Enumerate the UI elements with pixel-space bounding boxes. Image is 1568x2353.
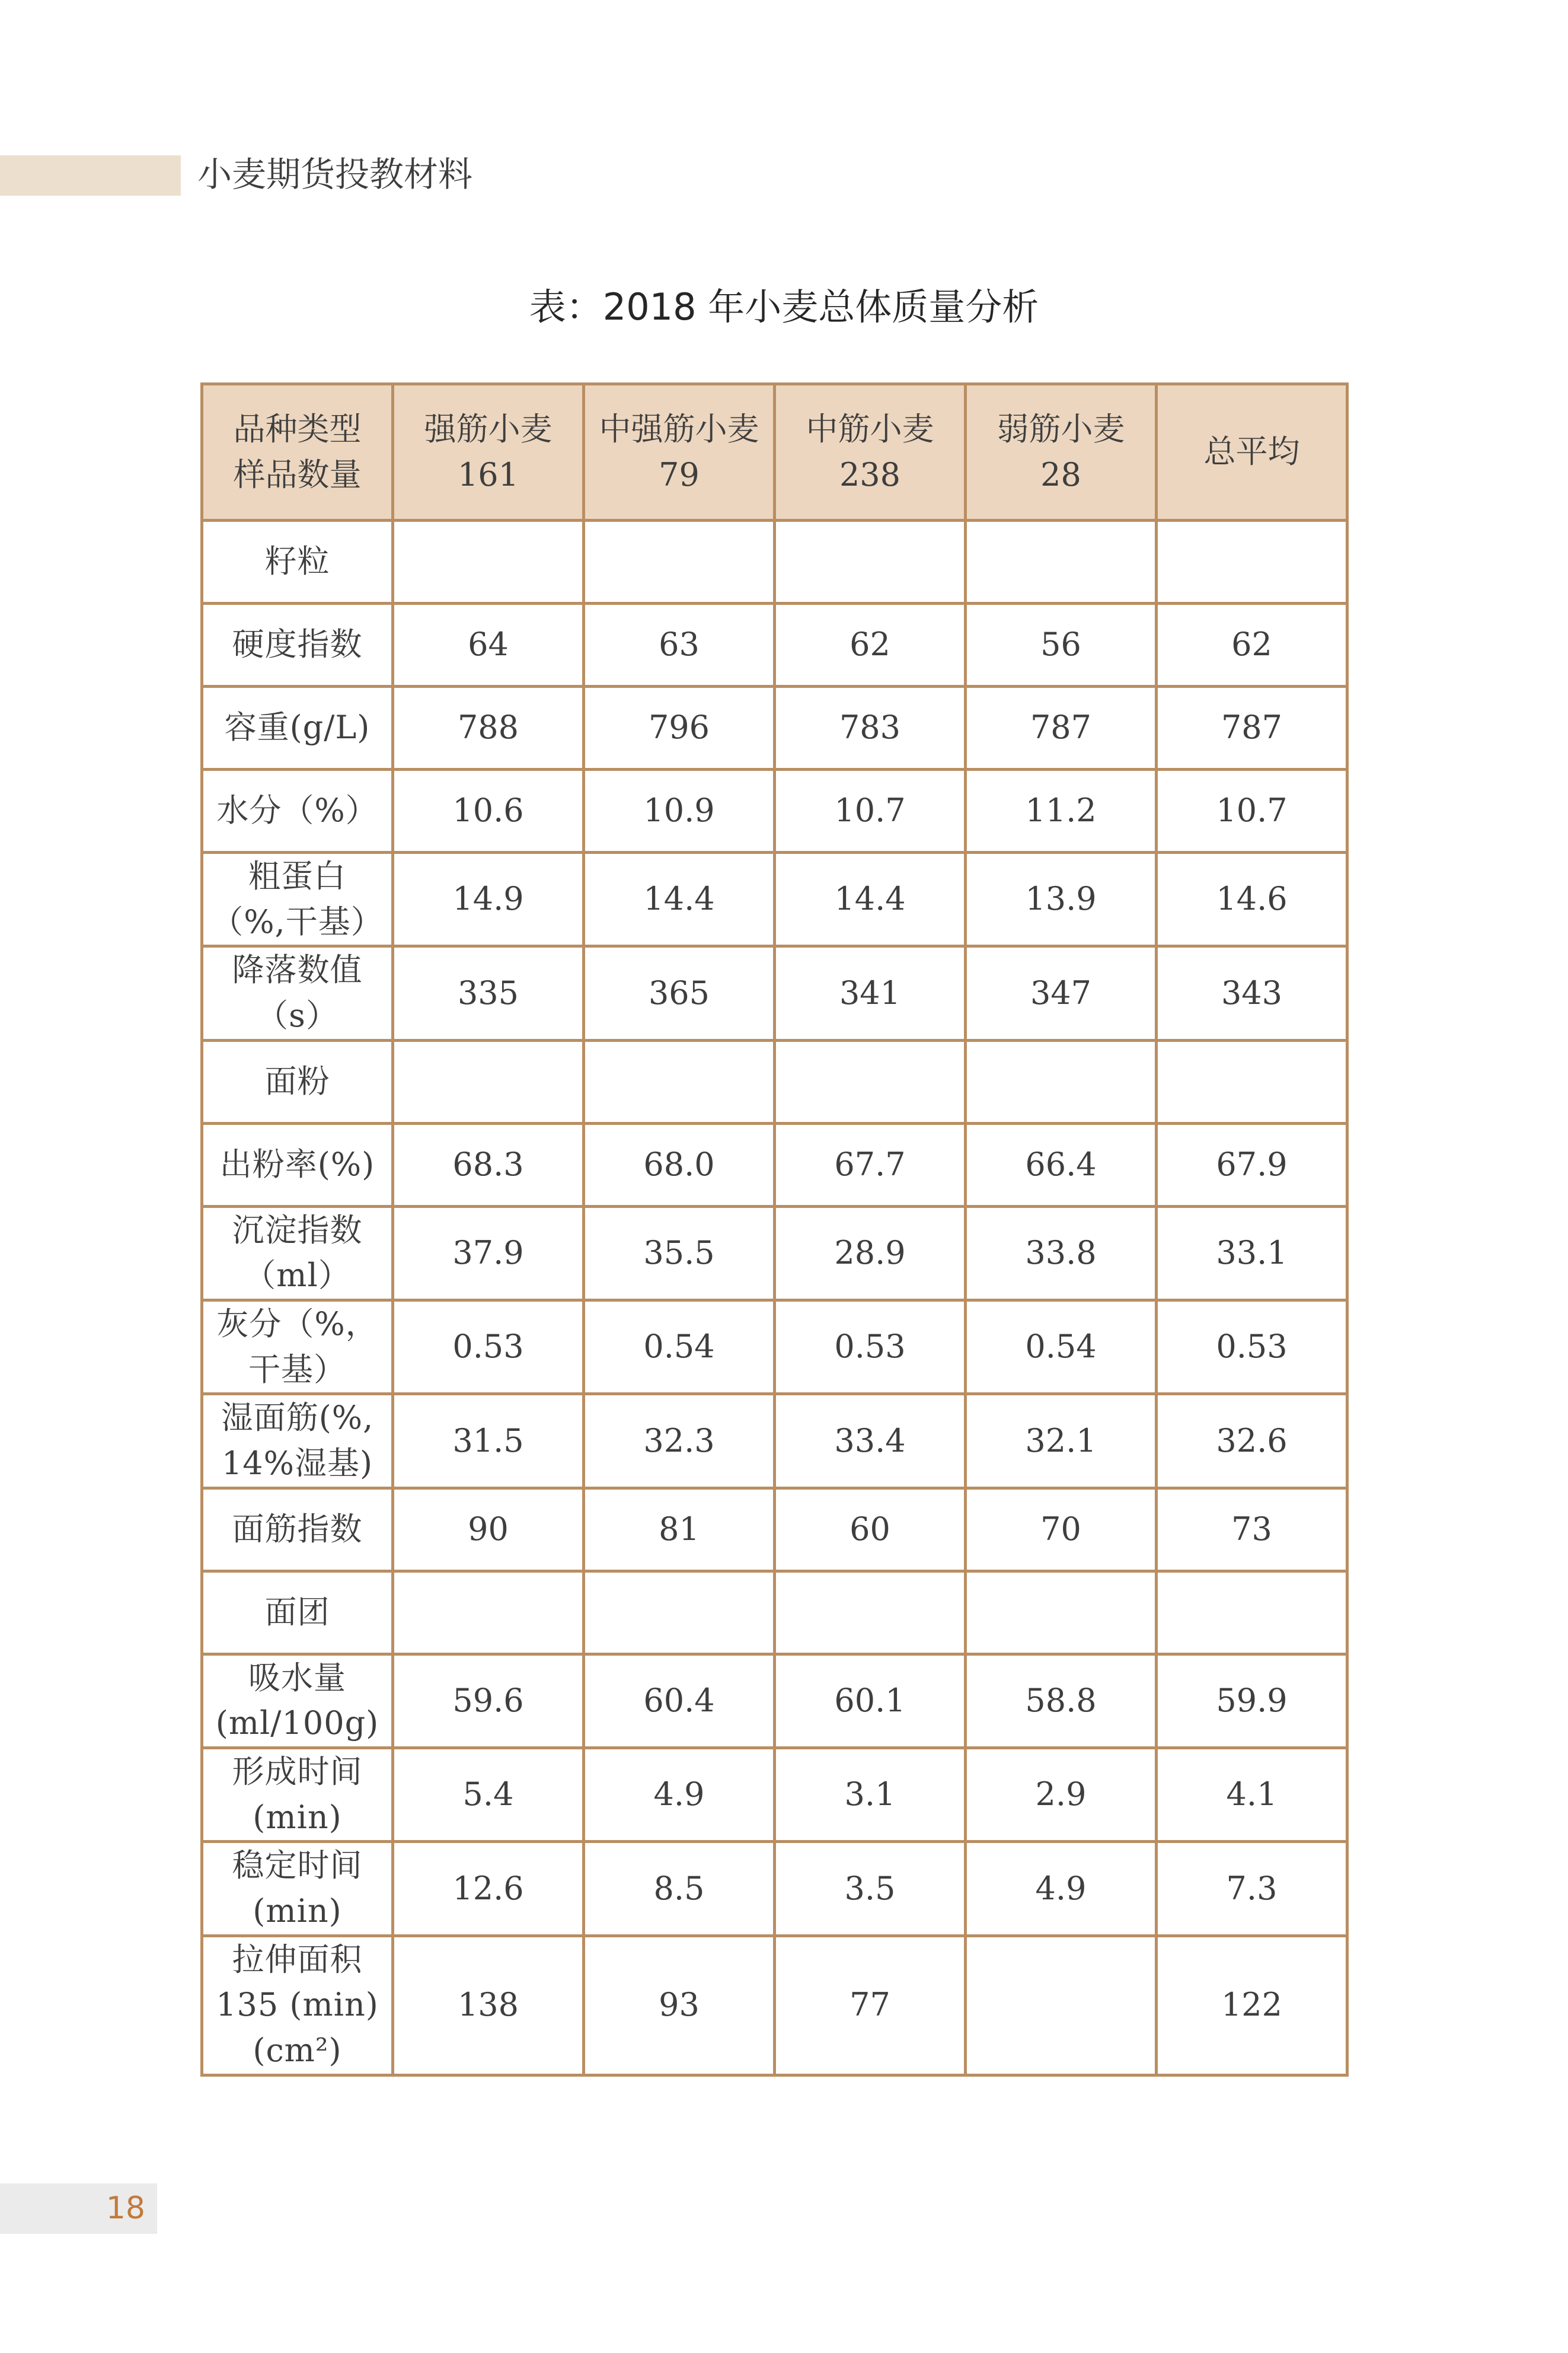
- value-cell: 60.4: [584, 1654, 775, 1748]
- column-count: 28: [1040, 455, 1081, 493]
- column-name: 强筋小麦: [424, 410, 553, 448]
- value-cell: 12.6: [393, 1842, 584, 1936]
- row-label: 降落数值: [232, 951, 363, 989]
- row-label: 粗蛋白: [248, 857, 346, 895]
- value-cell: 8.5: [584, 1842, 775, 1936]
- value-cell: [584, 521, 775, 604]
- value-cell: [1157, 1571, 1347, 1654]
- wheat-quality-table: [200, 382, 1349, 2077]
- row-label: 沉淀指数: [232, 1211, 363, 1249]
- table-row: [202, 1488, 1347, 1571]
- column-header-strong: [393, 384, 584, 521]
- value-cell: 14.4: [584, 853, 775, 946]
- value-cell: 60: [775, 1488, 966, 1571]
- value-cell: 343: [1157, 946, 1347, 1040]
- value-cell: 10.7: [1157, 770, 1347, 853]
- value-cell: 122: [1157, 1936, 1347, 2075]
- row-label: (min): [253, 1798, 342, 1836]
- value-cell: [966, 521, 1157, 604]
- value-cell: 788: [393, 687, 584, 770]
- value-cell: 0.53: [1157, 1300, 1347, 1394]
- value-cell: 10.6: [393, 770, 584, 853]
- value-cell: 10.9: [584, 770, 775, 853]
- column-header-medium-strong: [584, 384, 775, 521]
- value-cell: 70: [966, 1488, 1157, 1571]
- table-row: [202, 521, 1347, 604]
- row-label-cell: [202, 1394, 393, 1488]
- row-label: 面筋指数: [232, 1510, 363, 1548]
- value-cell: 783: [775, 687, 966, 770]
- column-count: 79: [659, 455, 700, 493]
- value-cell: 32.1: [966, 1394, 1157, 1488]
- value-cell: 37.9: [393, 1206, 584, 1300]
- value-cell: 35.5: [584, 1206, 775, 1300]
- value-cell: 4.1: [1157, 1748, 1347, 1842]
- row-label: 面粉: [264, 1062, 330, 1100]
- value-cell: 32.6: [1157, 1394, 1347, 1488]
- value-cell: [1157, 1040, 1347, 1123]
- value-cell: 66.4: [966, 1123, 1157, 1206]
- value-cell: 3.5: [775, 1842, 966, 1936]
- row-label: 容重(g/L): [224, 709, 371, 747]
- column-name: 总平均: [1203, 433, 1300, 471]
- running-header-title: 小麦期货投教材料: [197, 154, 473, 195]
- value-cell: 4.9: [584, 1748, 775, 1842]
- table-row: [202, 1123, 1347, 1206]
- value-cell: [393, 1040, 584, 1123]
- table-row: [202, 1206, 1347, 1300]
- value-cell: 0.53: [775, 1300, 966, 1394]
- row-label: 拉伸面积: [232, 1940, 363, 1978]
- row-label-cell: [202, 687, 393, 770]
- row-label: （s）: [256, 997, 338, 1035]
- row-label: (cm²): [253, 2032, 342, 2070]
- value-cell: 62: [1157, 604, 1347, 687]
- value-cell: [393, 521, 584, 604]
- table-row: [202, 1748, 1347, 1842]
- value-cell: 77: [775, 1936, 966, 2075]
- value-cell: 335: [393, 946, 584, 1040]
- value-cell: 787: [1157, 687, 1347, 770]
- column-header-medium: [775, 384, 966, 521]
- row-label: 灰分（%，: [216, 1305, 378, 1343]
- row-label: 14%湿基): [221, 1445, 373, 1482]
- value-cell: 58.8: [966, 1654, 1157, 1748]
- value-cell: 67.7: [775, 1123, 966, 1206]
- value-cell: [966, 1936, 1157, 2075]
- value-cell: 32.3: [584, 1394, 775, 1488]
- row-label: 水分（%）: [216, 792, 378, 830]
- value-cell: 796: [584, 687, 775, 770]
- value-cell: 4.9: [966, 1842, 1157, 1936]
- row-label-cell: [202, 1300, 393, 1394]
- value-cell: 33.4: [775, 1394, 966, 1488]
- row-label-cell: [202, 1748, 393, 1842]
- row-label-cell: [202, 1206, 393, 1300]
- table-row: [202, 687, 1347, 770]
- header-corner-cell: [202, 384, 393, 521]
- value-cell: [775, 521, 966, 604]
- value-cell: [966, 1040, 1157, 1123]
- header-accent-bar: [0, 155, 181, 196]
- row-label-cell: [202, 604, 393, 687]
- table-row: [202, 946, 1347, 1040]
- row-label: 硬度指数: [232, 626, 363, 664]
- row-label-cell: [202, 1571, 393, 1654]
- column-count: 161: [457, 455, 519, 493]
- value-cell: 14.4: [775, 853, 966, 946]
- value-cell: 59.9: [1157, 1654, 1347, 1748]
- value-cell: [966, 1571, 1157, 1654]
- table-row: [202, 1936, 1347, 2075]
- row-label-cell: [202, 770, 393, 853]
- value-cell: [584, 1040, 775, 1123]
- column-name: 弱筋小麦: [997, 410, 1125, 448]
- value-cell: 787: [966, 687, 1157, 770]
- row-label: （%,干基）: [211, 903, 384, 940]
- value-cell: 10.7: [775, 770, 966, 853]
- value-cell: 341: [775, 946, 966, 1040]
- value-cell: 33.8: [966, 1206, 1157, 1300]
- value-cell: 90: [393, 1488, 584, 1571]
- table-body: [202, 521, 1347, 2075]
- value-cell: 13.9: [966, 853, 1157, 946]
- column-header-weak: [966, 384, 1157, 521]
- value-cell: [775, 1040, 966, 1123]
- value-cell: 60.1: [775, 1654, 966, 1748]
- table-header-row: [202, 384, 1347, 521]
- row-label: 形成时间: [232, 1753, 363, 1791]
- row-label-cell: [202, 1936, 393, 2075]
- table-row: [202, 1654, 1347, 1748]
- value-cell: 14.9: [393, 853, 584, 946]
- table-row: [202, 604, 1347, 687]
- value-cell: 138: [393, 1936, 584, 2075]
- row-label: 干基）: [248, 1350, 346, 1388]
- value-cell: 0.54: [966, 1300, 1157, 1394]
- value-cell: 81: [584, 1488, 775, 1571]
- value-cell: 64: [393, 604, 584, 687]
- row-label-cell: [202, 946, 393, 1040]
- table-caption: 表：2018 年小麦总体质量分析: [529, 285, 1039, 329]
- value-cell: 73: [1157, 1488, 1347, 1571]
- row-label: (min): [253, 1892, 342, 1930]
- row-label-cell: [202, 1842, 393, 1936]
- row-label: 面团: [264, 1593, 330, 1631]
- value-cell: 0.53: [393, 1300, 584, 1394]
- value-cell: 365: [584, 946, 775, 1040]
- value-cell: 5.4: [393, 1748, 584, 1842]
- row-label: 稳定时间: [232, 1847, 363, 1885]
- value-cell: 63: [584, 604, 775, 687]
- corner-line: 品种类型: [233, 410, 362, 448]
- table-row: [202, 1040, 1347, 1123]
- value-cell: 14.6: [1157, 853, 1347, 946]
- table-row: [202, 853, 1347, 946]
- value-cell: 7.3: [1157, 1842, 1347, 1936]
- row-label-cell: [202, 1654, 393, 1748]
- row-label-cell: [202, 1123, 393, 1206]
- corner-line: 样品数量: [233, 455, 362, 493]
- value-cell: [393, 1571, 584, 1654]
- row-label: 出粉率(%): [219, 1145, 375, 1183]
- row-label: 籽粒: [264, 543, 330, 581]
- row-label: (ml/100g): [215, 1704, 379, 1742]
- value-cell: 33.1: [1157, 1206, 1347, 1300]
- value-cell: 67.9: [1157, 1123, 1347, 1206]
- row-label: （ml）: [244, 1257, 351, 1295]
- row-label-cell: [202, 1040, 393, 1123]
- row-label: 湿面筋(%,: [221, 1399, 374, 1437]
- column-header-overall-average: [1157, 384, 1347, 521]
- value-cell: 3.1: [775, 1748, 966, 1842]
- value-cell: 347: [966, 946, 1157, 1040]
- table-row: [202, 1842, 1347, 1936]
- value-cell: 68.3: [393, 1123, 584, 1206]
- value-cell: 68.0: [584, 1123, 775, 1206]
- value-cell: [775, 1571, 966, 1654]
- table-row: [202, 1300, 1347, 1394]
- row-label-cell: [202, 521, 393, 604]
- column-count: 238: [839, 455, 901, 493]
- row-label-cell: [202, 853, 393, 946]
- value-cell: 93: [584, 1936, 775, 2075]
- table-row: [202, 1394, 1347, 1488]
- table-row: [202, 770, 1347, 853]
- page-number: 18: [106, 2191, 145, 2226]
- row-label: 吸水量: [248, 1659, 346, 1697]
- column-name: 中筋小麦: [806, 410, 934, 448]
- value-cell: 62: [775, 604, 966, 687]
- value-cell: 0.54: [584, 1300, 775, 1394]
- column-name: 中强筋小麦: [599, 410, 759, 448]
- row-label-cell: [202, 1488, 393, 1571]
- table-row: [202, 1571, 1347, 1654]
- value-cell: [584, 1571, 775, 1654]
- value-cell: [1157, 521, 1347, 604]
- value-cell: 2.9: [966, 1748, 1157, 1842]
- value-cell: 56: [966, 604, 1157, 687]
- value-cell: 28.9: [775, 1206, 966, 1300]
- value-cell: 11.2: [966, 770, 1157, 853]
- value-cell: 31.5: [393, 1394, 584, 1488]
- row-label: 135 (min): [216, 1986, 379, 2024]
- value-cell: 59.6: [393, 1654, 584, 1748]
